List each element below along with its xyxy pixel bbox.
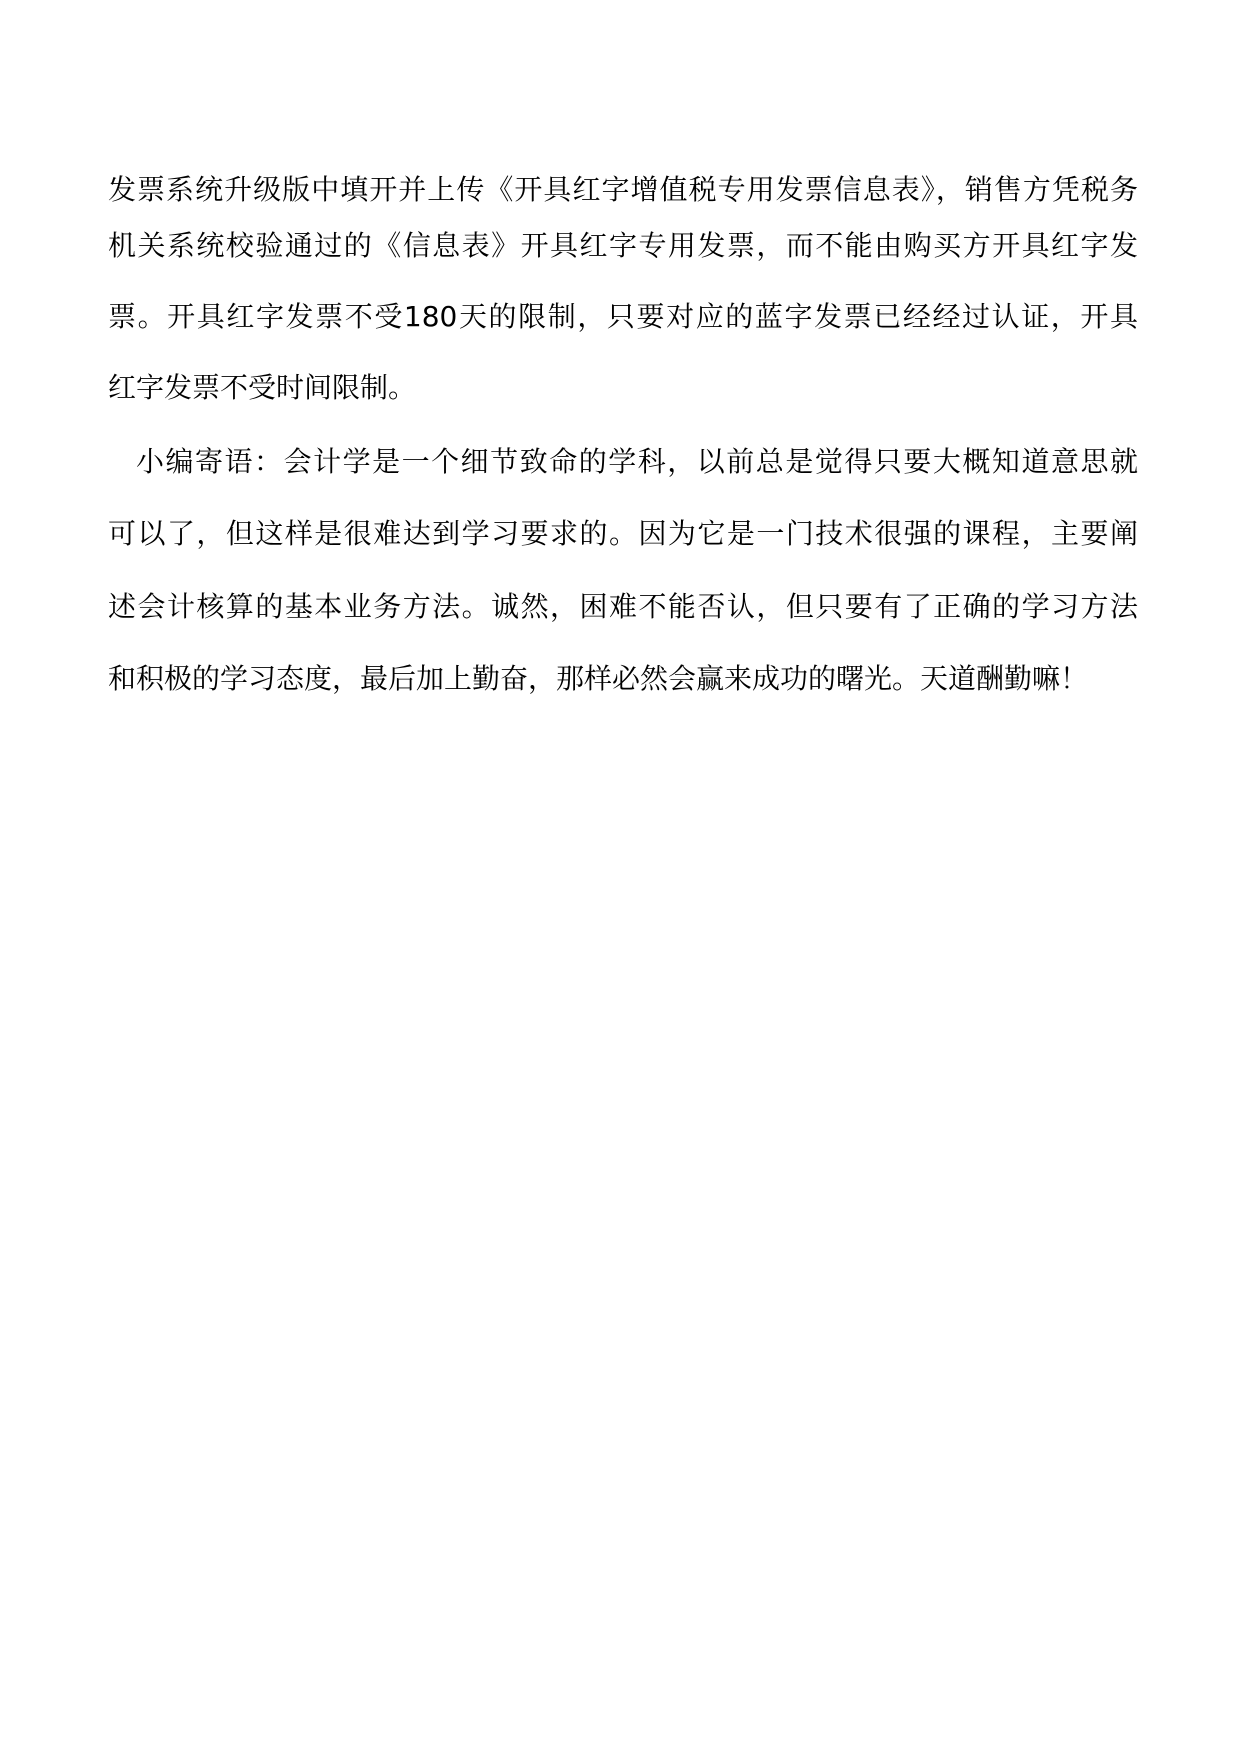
text-line: 和积极的学习态度，最后加上勤奋，那样必然会赢来成功的曙光。天道酬勤嘛！ (108, 662, 1089, 695)
text-line: 小编寄语：会计学是一个细节致命的学科，以前总是觉得只要大概知道意思就 (136, 445, 1138, 478)
text-line: 红字发票不受时间限制。 (108, 371, 417, 404)
text-line: 票。开具红字发票不受180天的限制，只要对应的蓝字发票已经经过认证，开具 (108, 300, 1138, 333)
text-line: 述会计核算的基本业务方法。诚然，困难不能否认，但只要有了正确的学习方法 (108, 590, 1138, 623)
text-line: 机关系统校验通过的《信息表》开具红字专用发票，而不能由购买方开具红字发 (108, 229, 1138, 262)
text-line: 可以了，但这样是很难达到学习要求的。因为它是一门技术很强的课程，主要阐 (108, 517, 1138, 550)
text-line: 发票系统升级版中填开并上传《开具红字增值税专用发票信息表》，销售方凭税务 (108, 173, 1138, 206)
